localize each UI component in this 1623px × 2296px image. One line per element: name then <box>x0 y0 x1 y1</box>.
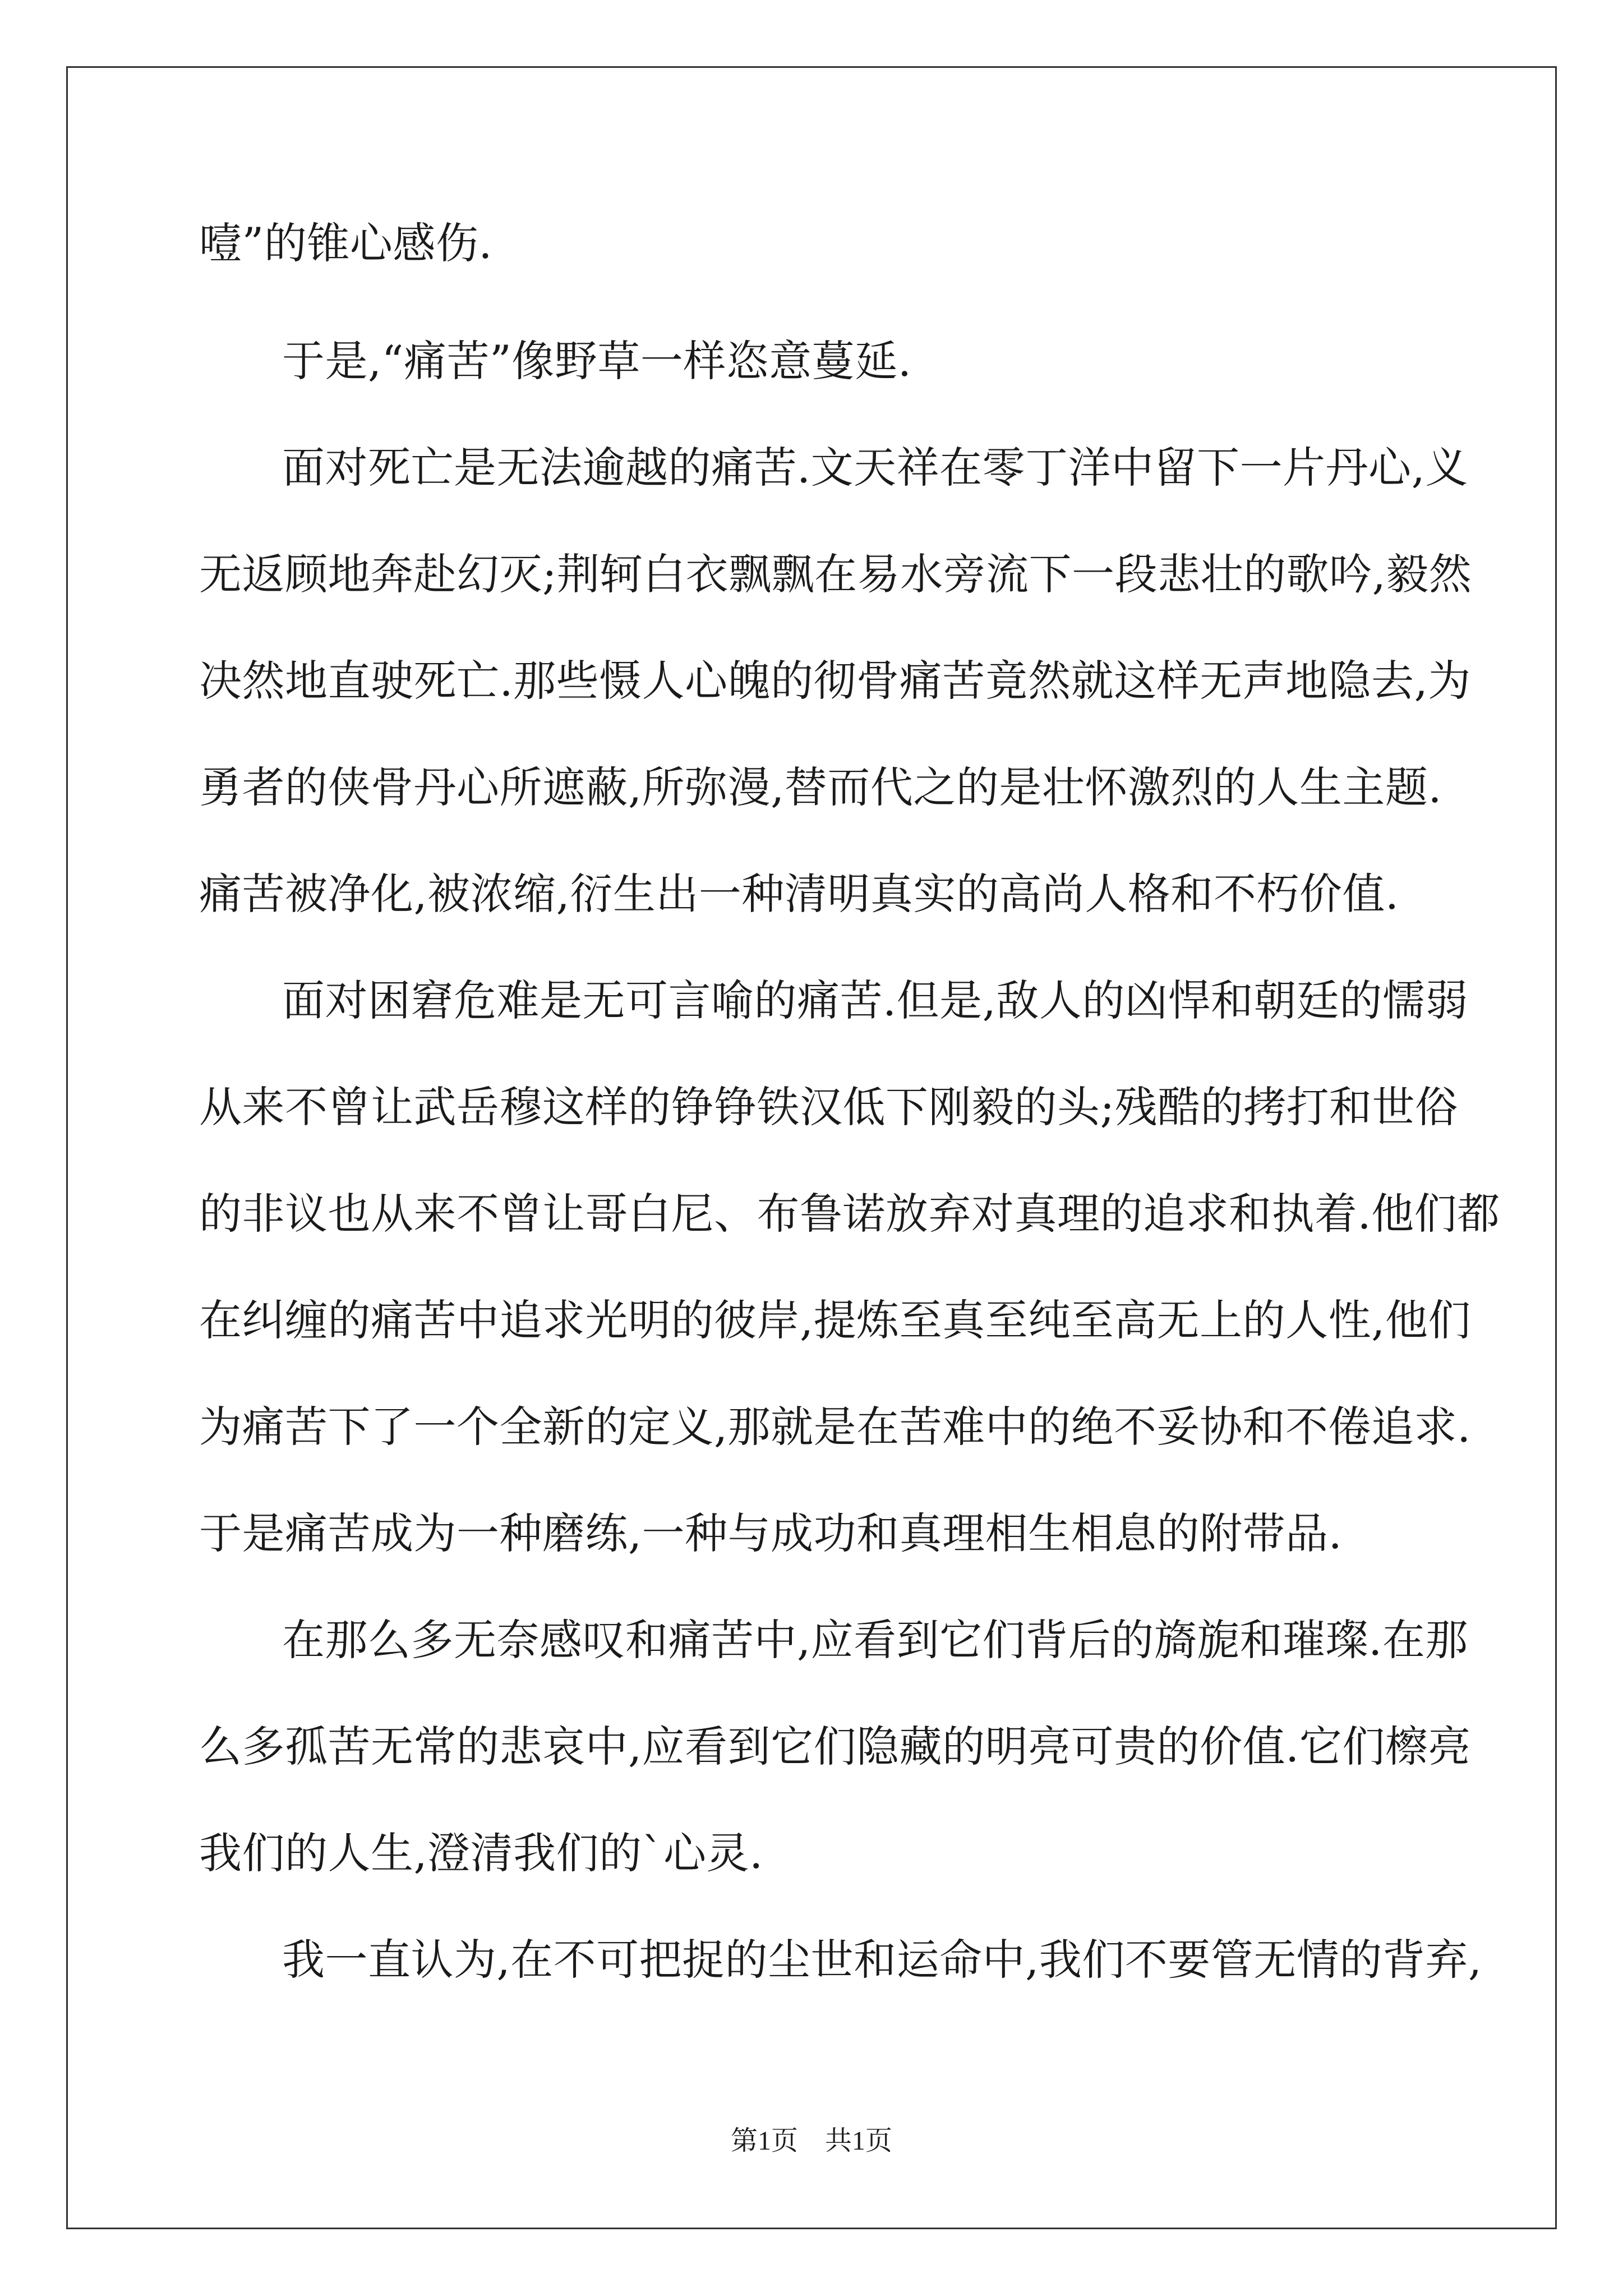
text-line: 噎”的锥心感伤. <box>199 218 493 268</box>
text-line: 决然地直驶死亡.那些慑人心魄的彻骨痛苦竟然就这样无声地隐去,为 <box>199 656 1471 706</box>
paragraph-first-line: 面对困窘危难是无可言喻的痛苦.但是,敌人的凶悍和朝廷的懦弱 <box>282 976 1468 1025</box>
paragraph-first-line: 面对死亡是无法逾越的痛苦.文天祥在零丁洋中留下一片丹心,义 <box>282 443 1468 493</box>
paragraph-first-line: 在那么多无奈感叹和痛苦中,应看到它们背后的旖旎和璀璨.在那 <box>282 1615 1468 1665</box>
page-total: 共1页 <box>825 2126 893 2156</box>
text-line: 无返顾地奔赴幻灭;荆轲白衣飘飘在易水旁流下一段悲壮的歌吟,毅然 <box>199 549 1472 599</box>
text-line: 为痛苦下了一个全新的定义,那就是在苦难中的绝不妥协和不倦追求. <box>199 1402 1471 1452</box>
text-line: 痛苦被净化,被浓缩,衍生出一种清明真实的高尚人格和不朽价值. <box>199 869 1399 919</box>
text-line: 的非议也从来不曾让哥白尼、布鲁诺放弃对真理的追求和执着.他们都 <box>199 1189 1500 1239</box>
text-line: 么多孤苦无常的悲哀中,应看到它们隐藏的明亮可贵的价值.它们檫亮 <box>199 1722 1471 1772</box>
page-footer <box>0 2124 1623 2158</box>
text-line: 从来不曾让武岳穆这样的铮铮铁汉低下刚毅的头;残酷的拷打和世俗 <box>199 1082 1458 1132</box>
text-line: 于是痛苦成为一种磨练,一种与成功和真理相生相息的附带品. <box>199 1508 1343 1558</box>
page-border <box>66 66 1557 2229</box>
text-line: 勇者的侠骨丹心所遮蔽,所弥漫,替而代之的是壮怀激烈的人生主题. <box>199 762 1442 812</box>
page-number: 第1页 <box>730 2126 798 2156</box>
paragraph-first-line: 我一直认为,在不可把捉的尘世和运命中,我们不要管无情的背弃, <box>282 1935 1482 1985</box>
text-line: 我们的人生,澄清我们的`心灵. <box>199 1828 763 1878</box>
paragraph-first-line: 于是,“痛苦”像野草一样恣意蔓延. <box>282 336 912 386</box>
text-line: 在纠缠的痛苦中追求光明的彼岸,提炼至真至纯至高无上的人性,他们 <box>199 1295 1471 1345</box>
